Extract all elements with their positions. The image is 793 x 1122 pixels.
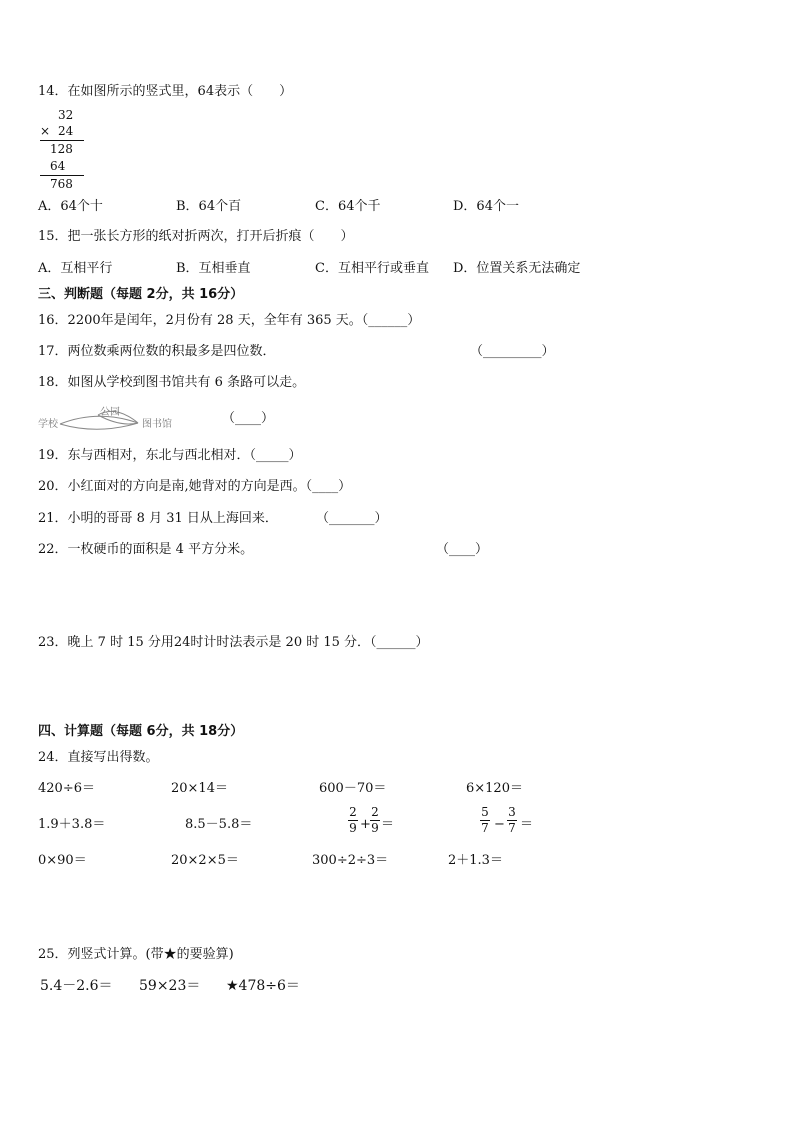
calc-item: 0×90＝ xyxy=(38,853,87,868)
q21-statement: 21．小明的哥哥 8 月 31 日从上海回来． xyxy=(38,511,278,526)
q20-statement: 20．小红面对的方向是南,她背对的方向是西。（____） xyxy=(38,479,352,494)
minus-sign: − xyxy=(494,817,505,832)
q21-answer-blank[interactable]: （_______） xyxy=(316,511,388,526)
q14-option-c[interactable]: C．64个千 xyxy=(315,199,381,214)
q15-option-a[interactable]: A．互相平行 xyxy=(38,261,113,276)
q19-statement: 19．东与西相对，东北与西北相对．（_____） xyxy=(38,448,302,463)
numerator: 2 xyxy=(349,805,357,819)
q17-statement: 17．两位数乘两位数的积最多是四位数． xyxy=(38,344,276,359)
q25-instruction: 25．列竖式计算。(带★的要验算) xyxy=(38,947,234,962)
vertical-calc-item: 59×23＝ xyxy=(139,978,201,994)
q15-option-c[interactable]: C．互相平行或垂直 xyxy=(315,261,429,276)
calc-item: 20×14＝ xyxy=(171,781,228,796)
vertical-row-768: 768 xyxy=(50,177,73,191)
numerator: 3 xyxy=(508,805,516,819)
q14-question: 14．在如图所示的竖式里，64表示（ ） xyxy=(38,84,293,99)
vertical-row-24: 24 xyxy=(58,124,74,138)
route-library-label: 图书馆 xyxy=(142,419,172,430)
section3-title: 三、判断题（每题 2分，共 16分） xyxy=(38,287,244,302)
calc-item: 1.9＋3.8＝ xyxy=(38,817,106,832)
q18-answer-blank[interactable]: （____） xyxy=(222,411,275,426)
vertical-calc-item-starred: ★478÷6＝ xyxy=(226,978,300,994)
q18-statement: 18．如图从学校到图书馆共有 6 条路可以走。 xyxy=(38,375,306,390)
vertical-row-32: 32 xyxy=(58,108,74,122)
section4-title: 四、计算题（每题 6分，共 18分） xyxy=(38,724,244,739)
q14-option-d[interactable]: D．64个一 xyxy=(453,199,519,214)
route-park-label: 公园 xyxy=(100,407,120,418)
fraction-2-9-b xyxy=(370,806,380,835)
calc-item: 6×120＝ xyxy=(466,781,523,796)
q14-option-b[interactable]: B．64个百 xyxy=(176,199,242,214)
vertical-multiplication xyxy=(38,108,98,192)
vertical-row-64: 64 xyxy=(50,159,66,173)
denominator: 9 xyxy=(371,821,379,835)
q15-question: 15．把一张长方形的纸对折两次，打开后折痕（ ） xyxy=(38,229,354,244)
calc-item: 300÷2÷3＝ xyxy=(312,853,389,868)
route-paths xyxy=(38,405,188,433)
calc-item: 20×2×5＝ xyxy=(171,853,239,868)
fraction-3-7 xyxy=(507,806,517,835)
equals-sign: ＝ xyxy=(381,817,395,832)
numerator: 5 xyxy=(481,805,489,819)
route-figure xyxy=(38,405,188,433)
vertical-calc-item: 5.4－2.6＝ xyxy=(40,978,113,994)
fraction-2-9-a xyxy=(348,806,358,835)
denominator: 7 xyxy=(508,821,516,835)
q22-answer-blank[interactable]: （____） xyxy=(436,542,489,557)
vertical-line-2 xyxy=(40,175,84,176)
route-school-label: 学校 xyxy=(38,419,58,430)
fraction-5-7 xyxy=(480,806,490,835)
denominator: 9 xyxy=(349,821,357,835)
times-sign: × xyxy=(40,124,51,138)
vertical-row-128: 128 xyxy=(50,142,73,156)
q15-option-d[interactable]: D．位置关系无法确定 xyxy=(453,261,581,276)
equals-sign: ＝ xyxy=(520,817,534,832)
q17-answer-blank[interactable]: （_________） xyxy=(470,344,555,359)
denominator: 7 xyxy=(481,821,489,835)
q23-statement: 23．晚上 7 时 15 分用24时计时法表示是 20 时 15 分．（______） xyxy=(38,635,429,650)
calc-item: 2＋1.3＝ xyxy=(448,853,503,868)
numerator: 2 xyxy=(371,805,379,819)
q15-option-b[interactable]: B．互相垂直 xyxy=(176,261,251,276)
q24-instruction: 24．直接写出得数。 xyxy=(38,750,159,765)
q14-option-a[interactable]: A．64个十 xyxy=(38,199,103,214)
vertical-line-1 xyxy=(40,140,84,141)
calc-item: 8.5－5.8＝ xyxy=(185,817,253,832)
q22-statement: 22．一枚硬币的面积是 4 平方分米。 xyxy=(38,542,254,557)
q16-statement: 16．2200年是闰年，2月份有 28 天，全年有 365 天。（______） xyxy=(38,313,421,328)
plus-sign: + xyxy=(360,817,371,832)
calc-item: 600－70＝ xyxy=(319,781,387,796)
calc-item: 420÷6＝ xyxy=(38,781,95,796)
